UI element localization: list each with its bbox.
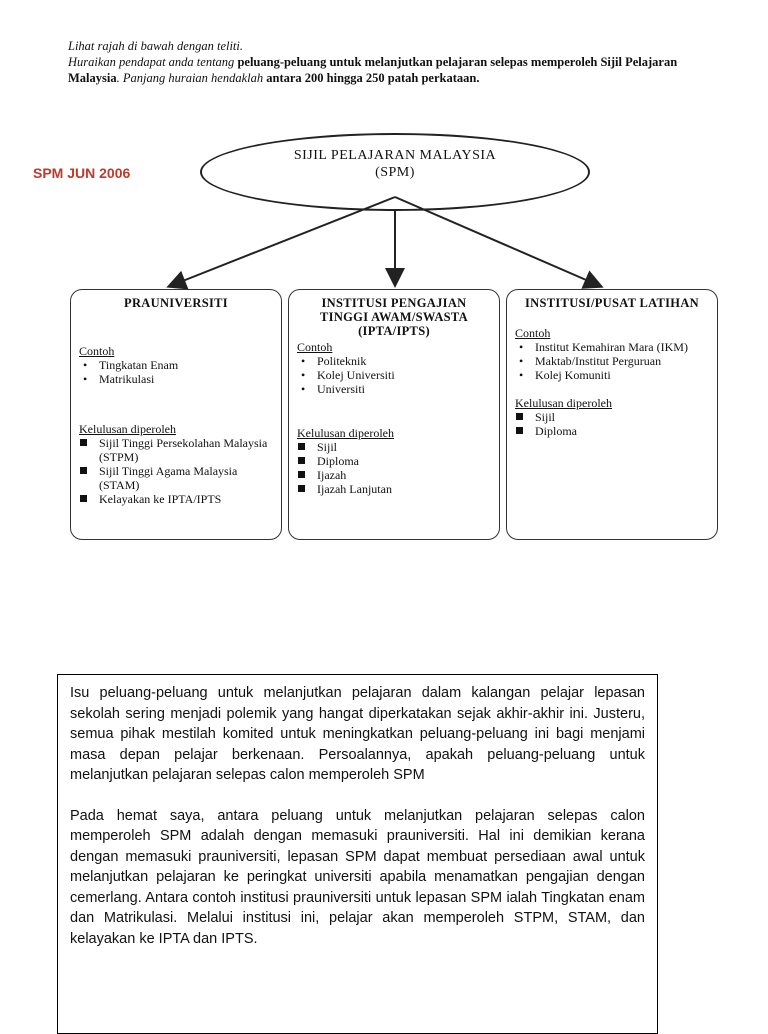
instruction-bold-end: antara 200 hingga 250 patah perkataan.: [266, 71, 480, 85]
question-instruction: [68, 38, 718, 86]
list-item: • Kolej Komuniti: [515, 368, 709, 382]
box-ipta-ipts: [288, 289, 500, 540]
list-item: • Institut Kemahiran Mara (IKM): [515, 340, 709, 354]
qualification-label: Kelulusan diperoleh: [515, 396, 612, 410]
list-item: Diploma: [515, 424, 709, 438]
essay-paragraph-2: Pada hemat saya, antara peluang untuk melanjutkan pelajaran selepas calon memperoleh SPM adalah dengan memasuki prauniversiti. Hal ini demikian kerana dengan memasuki prauniversiti, lepasan SPM dapat membuat persediaan awal untuk melanjutkan pelajaran ke peringkat universiti apabila menamatkan pengajian dengan cemerlang. Antara contoh institusi prauniversiti untuk lepasan SPM ialah Tingkatan enam dan Matrikulasi. Melalui institusi ini, pelajar akan memperoleh STPM, STAM, dan kelayakan ke IPTA dan IPTS.: [70, 807, 645, 947]
essay-paragraph-1: Isu peluang-peluang untuk melanjutkan pelajaran dalam kalangan pelajar lepasan sekolah sering menjadi polemik yang hangat diperkatakan sejak akhir-akhir ini. Justeru, semua pihak mestilah komited untuk meningkatkan peluang-peluang ini bagi menjami masa depan pelajar berkenaan. Persoalannya, apakah peluang-peluang untuk melanjutkan pelajaran selepas calon memperoleh SPM: [70, 685, 645, 783]
list-item: • Matrikulasi: [79, 372, 273, 386]
list-item: Sijil Tinggi Persekolahan Malaysia (STPM): [79, 436, 273, 464]
box-prauniversiti: [70, 289, 282, 540]
example-list: [515, 340, 709, 382]
box-title: PRAUNIVERSITI: [124, 296, 228, 310]
list-item: • Kolej Universiti: [297, 368, 491, 382]
box-pusat-latihan: [506, 289, 718, 540]
qualification-label: Kelulusan diperoleh: [79, 422, 176, 436]
list-item: Ijazah Lanjutan: [297, 482, 491, 496]
root-node-spm: [200, 133, 590, 211]
list-item: • Tingkatan Enam: [79, 358, 273, 372]
example-list: [79, 358, 273, 386]
root-abbrev: (SPM): [375, 165, 415, 180]
example-list: [297, 354, 491, 396]
essay-text-box: [57, 674, 658, 1034]
box-title: INSTITUSI/PUSAT LATIHAN: [525, 296, 699, 310]
list-item: Sijil Tinggi Agama Malaysia (STAM): [79, 464, 273, 492]
list-item: Sijil: [297, 440, 491, 454]
instruction-line-2: [68, 54, 718, 86]
instruction-bold-text: peluang-peluang untuk melanjutkan pelajaran selepas memperoleh Sijil Pelajaran Malaysia: [68, 55, 678, 85]
box-title: INSTITUSI PENGAJIAN TINGGI AWAM/SWASTA (IPTA/IPTS): [320, 296, 468, 338]
qualification-list: [79, 436, 273, 506]
example-label: Contoh: [515, 326, 551, 340]
list-item: Diploma: [297, 454, 491, 468]
qualification-list: [297, 440, 491, 496]
instruction-italic-text: Huraikan pendapat anda tentang: [68, 55, 238, 69]
qualification-label: Kelulusan diperoleh: [297, 426, 394, 440]
example-label: Contoh: [297, 340, 333, 354]
list-item: • Politeknik: [297, 354, 491, 368]
list-item: • Maktab/Institut Perguruan: [515, 354, 709, 368]
list-item: Kelayakan ke IPTA/IPTS: [79, 492, 273, 506]
qualification-list: [515, 410, 709, 438]
list-item: • Universiti: [297, 382, 491, 396]
list-item: Sijil: [515, 410, 709, 424]
example-label: Contoh: [79, 344, 115, 358]
exam-tag: SPM JUN 2006: [33, 165, 131, 181]
instruction-italic-end: . Panjang huraian hendaklah: [116, 71, 267, 85]
list-item: Ijazah: [297, 468, 491, 482]
root-title: SIJIL PELAJARAN MALAYSIA: [293, 148, 497, 163]
instruction-line-1: Lihat rajah di bawah dengan teliti.: [68, 39, 244, 53]
